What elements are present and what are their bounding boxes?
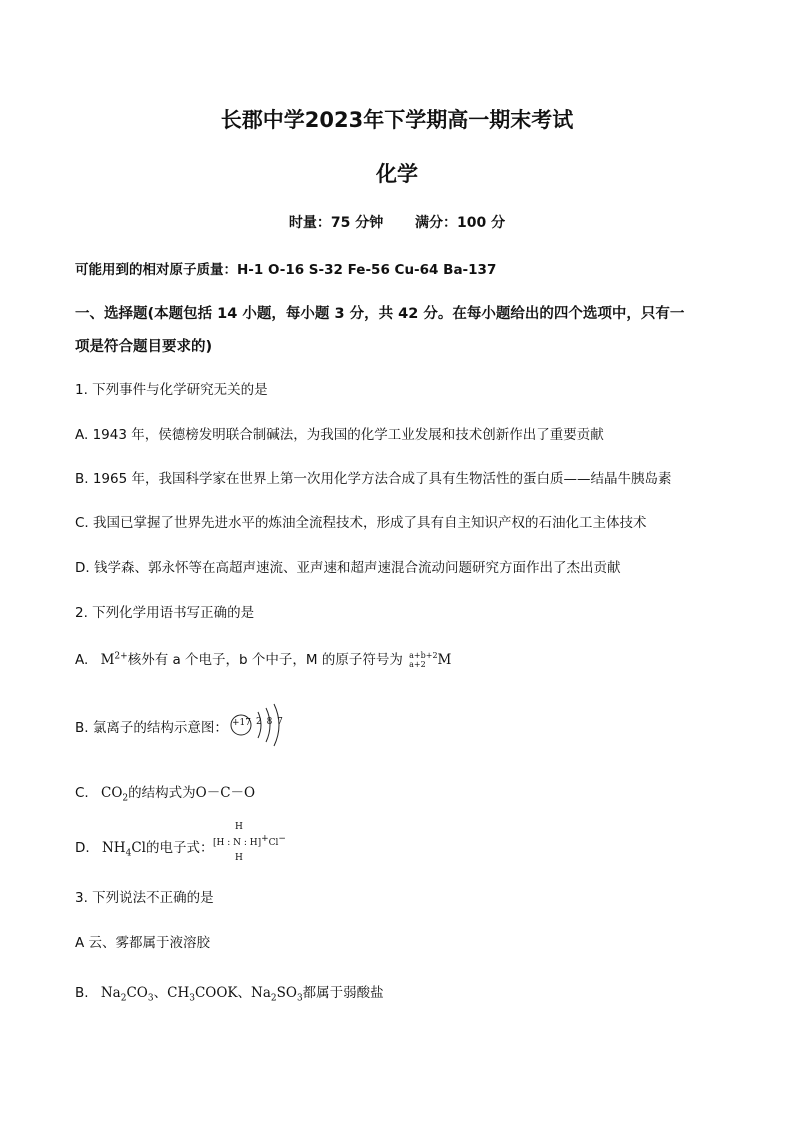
q2-d-text: 的电子式：	[145, 840, 214, 856]
shell-electrons: 2 8 7	[256, 717, 284, 727]
q3-option-b	[75, 981, 384, 1004]
isotope-notation: a+b+2 a+2	[409, 651, 438, 669]
q1-stem: 1. 下列事件与化学研究无关的是	[75, 382, 268, 398]
q3-stem: 3. 下列说法不正确的是	[75, 890, 214, 906]
ion-symbol: $M^{2+}$	[100, 651, 128, 668]
q2-b-label: B. 氯离子的结构示意图：	[75, 720, 228, 736]
exam-title: 长郡中学2023年下学期高一期末考试	[220, 108, 574, 132]
time-label: 时量：75 分钟	[288, 215, 384, 231]
section-heading-line1: 一、选择题(本题包括 14 小题，每小题 3 分，共 42 分。在每小题给出的四个选项中，只有一	[75, 306, 685, 322]
exam-meta	[0, 212, 794, 232]
section-heading-line2: 项是符合题目要求的)	[75, 339, 213, 355]
q2-a-label: A.	[75, 652, 89, 668]
q2-option-b	[75, 716, 228, 736]
q2-d-label: D.	[75, 840, 90, 856]
electron-dot-formula: [H : N : H]+Cl−	[213, 834, 286, 848]
q2-a-text: 核外有 a 个电子，b 个中子，M 的原子符号为	[127, 652, 403, 668]
salt-formulas: $Na_2CO_3$、$CH_3COOK$、$Na_2SO_3$	[100, 985, 303, 1004]
nh4cl-formula: $NH_4Cl$	[101, 840, 146, 859]
co2-structure: O－C－O	[195, 785, 256, 801]
score-label: 满分：100 分	[415, 215, 506, 231]
atomic-masses: 可能用到的相对原子质量：H-1 O-16 S-32 Fe-56 Cu-64 Ba-137	[75, 262, 497, 278]
q1-option-a: A. 1943 年，侯德榜发明联合制碱法，为我国的化学工业发展和技术创新作出了重要贡献	[75, 427, 604, 443]
q2-c-label: C.	[75, 785, 89, 801]
q2-option-a	[75, 648, 451, 669]
q2-stem: 2. 下列化学用语书写正确的是	[75, 605, 255, 621]
q3-b-label: B.	[75, 985, 89, 1001]
q2-option-d	[75, 836, 214, 859]
chloride-structure-diagram	[228, 700, 284, 750]
electron-dot-bottom-h: H	[235, 853, 243, 863]
co2-formula: $CO_2$	[101, 785, 129, 804]
q2-option-c	[75, 781, 256, 804]
q1-option-d: D. 钱学森、郭永怀等在高超声速流、亚声速和超声速混合流动问题研究方面作出了杰出贡献	[75, 560, 621, 576]
nucleus-charge: +17	[232, 718, 251, 728]
q2-c-text: 的结构式为	[128, 785, 196, 801]
isotope-symbol: M	[437, 652, 452, 668]
q3-b-text: 都属于弱酸盐	[302, 985, 384, 1001]
exam-subject: 化学	[376, 162, 418, 186]
q1-option-b: B. 1965 年，我国科学家在世界上第一次用化学方法合成了具有生物活性的蛋白质——结晶牛胰岛素	[75, 471, 672, 487]
q1-option-c: C. 我国已掌握了世界先进水平的炼油全流程技术，形成了具有自主知识产权的石油化工主体技术	[75, 515, 647, 531]
electron-dot-top-h: H	[235, 822, 243, 832]
q3-option-a: A 云、雾都属于液溶胶	[75, 935, 211, 951]
